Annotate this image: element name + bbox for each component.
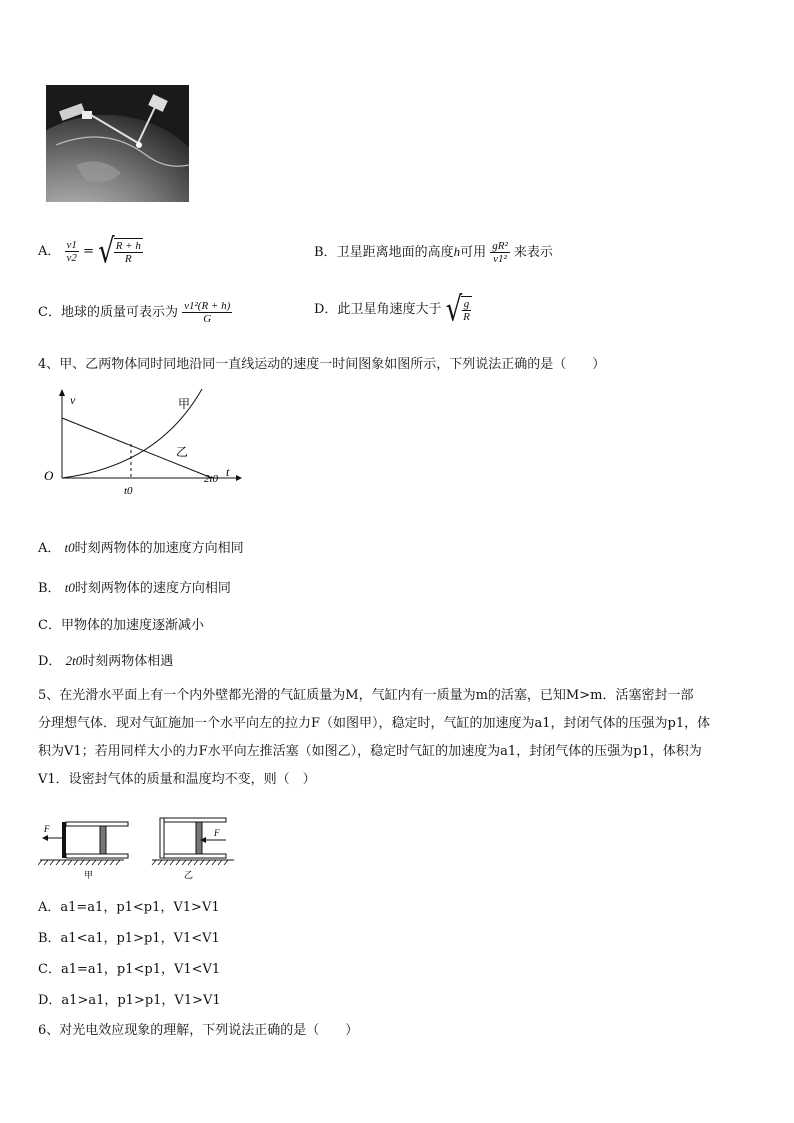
q3-option-b: B．卫星距离地面的高度h可用 $\frac{\text{gR²}}{\text{v1²}}$ 来表示 bbox=[314, 240, 553, 266]
q5-option-a: A．a1=a1，p1<p1，V1>V1 bbox=[38, 900, 220, 915]
t-axis-label: t bbox=[226, 465, 230, 479]
q5-stem: 5、在光滑水平面上有一个内外壁都光滑的气缸质量为M，气缸内有一质量为m的活塞，已知M>m．活塞密封一部 分理想气体．现对气缸施加一个水平向左的拉力F（如图甲），稳定时，气缸的加速度为a1，封闭气体的压强为p1，体 积为V1；若用同样大小的力F水平向左推活塞（如图乙），稳定时气缸的加速度为a1，封闭气体的压强为p1，体积为 V1．设密封气体的质量和温度均不变，则（ ） bbox=[38, 688, 711, 787]
fig-jia-label: 甲 bbox=[84, 871, 94, 881]
2t0-label: 2t0 bbox=[204, 473, 219, 485]
jia-label: 甲 bbox=[178, 397, 191, 411]
q5-option-d: D．a1>a1，p1>p1，V1>V1 bbox=[38, 993, 221, 1008]
sqrt-expression: √ $\frac{R + h}{R}$ bbox=[98, 232, 141, 272]
q4-option-c: C．甲物体的加速度逐渐减小 bbox=[38, 618, 204, 633]
q3-option-d: D．此卫星角速度大于 √ $\frac{g}{R}$ bbox=[314, 290, 470, 330]
opt-a-numerator: v1 bbox=[66, 239, 77, 251]
origin-label: O bbox=[44, 468, 54, 483]
q5-option-c: C．a1=a1，p1<p1，V1<V1 bbox=[38, 962, 221, 977]
q5-cylinder-figure bbox=[38, 810, 238, 882]
q6-stem: 6、对光电效应现象的理解，下列说法正确的是（ ） bbox=[38, 1023, 359, 1038]
force-label-yi: F bbox=[214, 828, 220, 838]
q3-option-c: C．地球的质量可表示为 $\frac{\text{v1²(R + h)}}{G}$ bbox=[38, 300, 231, 326]
fig-yi-label: 乙 bbox=[184, 871, 194, 881]
q5-option-b: B．a1<a1，p1>p1，V1<V1 bbox=[38, 931, 220, 946]
q4-stem: 4、甲、乙两物体同时同地沿同一直线运动的速度一时间图象如图所示，下列说法正确的是（ ） bbox=[38, 357, 606, 372]
yi-label: 乙 bbox=[176, 445, 189, 459]
q4-option-d: D． 2t0时刻两物体相遇 bbox=[38, 653, 174, 669]
force-label-jia: F bbox=[44, 824, 50, 834]
satellite-earth-image bbox=[46, 85, 189, 202]
opt-a-denominator: v2 bbox=[66, 252, 77, 265]
q4-vt-graph bbox=[38, 386, 248, 498]
q3-option-a: A． $\frac{v1}{v2}$ = √ $\frac{R + h}{R}$ bbox=[38, 232, 141, 272]
t0-label: t0 bbox=[124, 485, 133, 497]
q4-option-b: B． t0时刻两物体的速度方向相同 bbox=[38, 580, 231, 596]
q4-option-a: A． t0时刻两物体的加速度方向相同 bbox=[38, 540, 244, 556]
v-axis-label: v bbox=[70, 393, 76, 407]
